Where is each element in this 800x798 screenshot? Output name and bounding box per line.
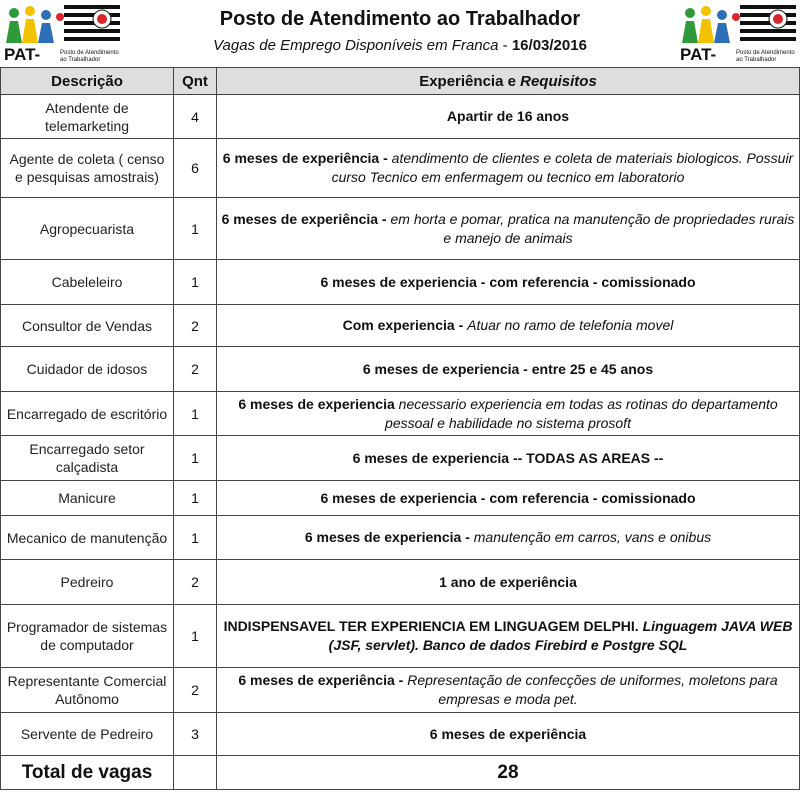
row-qnt: 1 <box>174 436 217 481</box>
table-row <box>1 481 800 516</box>
pat-logo-right <box>678 3 798 63</box>
header-descricao: Descrição <box>1 68 174 95</box>
table-row <box>1 305 800 347</box>
row-qnt: 2 <box>174 668 217 713</box>
row-experiencia <box>217 392 800 436</box>
row-exp-bold: 6 meses de experiencia <box>238 395 399 412</box>
row-experiencia <box>217 481 800 516</box>
header-qnt: Qnt <box>174 68 217 95</box>
row-qnt: 1 <box>174 198 217 260</box>
header-experiencia <box>217 68 800 95</box>
row-exp-bold: 6 meses de experiencia - com referencia - comissionado <box>320 489 696 506</box>
row-qnt: 1 <box>174 516 217 560</box>
row-exp-detail: em horta e pomar, pratica na manutenção de propriedades rurais e manejo de animais <box>390 210 795 246</box>
row-exp-detail: atendimento de clientes e coleta de materiais biologicos. Possuir curso Tecnico em enfermagem ou tecnico em laboratorio <box>331 150 794 185</box>
row-descricao: Mecanico de manutenção <box>1 516 174 560</box>
row-descricao: Agente de coleta ( censo e pesquisas amostrais) <box>1 139 174 198</box>
page-subtitle <box>120 37 680 54</box>
row-exp-bold: 6 meses de experiencia - <box>304 529 474 545</box>
row-exp-bold: 6 meses de experiência <box>429 725 587 742</box>
row-experiencia <box>217 95 800 139</box>
row-exp-detail: manutenção em carros, vans e onibus <box>473 529 712 545</box>
row-descricao: Encarregado setor calçadista <box>1 436 174 481</box>
table-row <box>1 713 800 756</box>
row-qnt: 1 <box>174 605 217 668</box>
row-experiencia <box>217 305 800 347</box>
logo-text-right: PAT- <box>680 45 717 64</box>
row-experiencia <box>217 139 800 198</box>
logo-text: PAT- <box>4 45 41 64</box>
row-exp-bold: Com experiencia - <box>342 317 468 333</box>
table-row <box>1 139 800 198</box>
subtitle-date: 16/03/2016 <box>511 37 587 54</box>
jobs-table <box>0 67 800 790</box>
row-qnt: 1 <box>174 392 217 436</box>
row-qnt: 2 <box>174 305 217 347</box>
table-row <box>1 392 800 436</box>
header-exp-a: Experiência e <box>419 72 521 90</box>
page-header <box>0 0 800 66</box>
table-row <box>1 347 800 392</box>
row-descricao: Manicure <box>1 481 174 516</box>
row-experiencia <box>217 260 800 305</box>
row-qnt: 6 <box>174 139 217 198</box>
total-value: 28 <box>217 756 800 790</box>
row-exp-bold: 1 ano de experiência <box>439 573 577 590</box>
row-exp-bold: 6 meses de experiencia - com referencia - comissionado <box>320 273 696 290</box>
row-descricao: Consultor de Vendas <box>1 305 174 347</box>
row-experiencia <box>217 668 800 713</box>
row-descricao: Programador de sistemas de computador <box>1 605 174 668</box>
table-row <box>1 260 800 305</box>
row-descricao: Cuidador de idosos <box>1 347 174 392</box>
header-exp-b: Requisitos <box>520 72 597 90</box>
row-descricao: Agropecuarista <box>1 198 174 260</box>
row-descricao: Servente de Pedreiro <box>1 713 174 756</box>
totals-row <box>1 756 800 790</box>
table-row <box>1 668 800 713</box>
table-row <box>1 516 800 560</box>
table-header-row <box>1 68 800 95</box>
row-experiencia <box>217 605 800 668</box>
row-qnt: 3 <box>174 713 217 756</box>
page-title: Posto de Atendimento ao Trabalhador <box>219 8 581 30</box>
row-exp-bold: INDISPENSAVEL TER EXPERIENCIA EM LINGUAGEM DELPHI. <box>223 618 643 634</box>
row-descricao: Encarregado de escritório <box>1 392 174 436</box>
row-experiencia <box>217 347 800 392</box>
row-exp-bold: Apartir de 16 anos <box>446 108 570 124</box>
row-descricao: Cabeleleiro <box>1 260 174 305</box>
row-exp-detail: Atuar no ramo de telefonia movel <box>467 317 674 333</box>
total-label: Total de vagas <box>1 756 174 790</box>
row-experiencia <box>217 713 800 756</box>
table-row <box>1 198 800 260</box>
table-row <box>1 95 800 139</box>
row-exp-bold: 6 meses de experiencia -- TODAS AS AREAS -- <box>352 449 664 466</box>
row-experiencia <box>217 560 800 605</box>
subtitle-text: Vagas de Emprego Disponíveis em Franca <box>213 37 499 54</box>
row-exp-detail: Representação de confecções de uniformes, moletons para empresas e moda pet. <box>407 672 778 707</box>
row-exp-bold: 6 meses de experiência - <box>222 150 392 166</box>
row-experiencia <box>217 436 800 481</box>
row-exp-bold: 6 meses de experiência - <box>221 210 391 227</box>
table-row <box>1 605 800 668</box>
row-qnt: 2 <box>174 347 217 392</box>
subtitle-dash: - <box>502 37 508 54</box>
row-exp-bold: 6 meses de experiencia - entre 25 e 45 anos <box>362 360 654 377</box>
logo-caption: Posto de Atendimento ao Trabalhador <box>60 50 119 63</box>
logo-caption-right: Posto de Atendimento ao Trabalhador <box>736 50 795 63</box>
row-experiencia <box>217 198 800 260</box>
row-exp-detail: necessario experiencia em todas as rotinas do departamento pessoal e habilidade no sistema prosoft <box>385 395 778 431</box>
row-qnt: 2 <box>174 560 217 605</box>
table-row <box>1 560 800 605</box>
row-experiencia <box>217 516 800 560</box>
row-descricao: Representante Comercial Autônomo <box>1 668 174 713</box>
total-gap <box>174 756 217 790</box>
row-qnt: 1 <box>174 481 217 516</box>
row-exp-detail: Linguagem JAVA WEB (JSF, servlet). Banco de dados Firebird e Postgre SQL <box>328 618 793 653</box>
row-qnt: 4 <box>174 95 217 139</box>
row-exp-bold: 6 meses de experiência - <box>238 672 408 688</box>
row-qnt: 1 <box>174 260 217 305</box>
pat-logo <box>2 3 122 63</box>
row-descricao: Atendente de telemarketing <box>1 95 174 139</box>
row-descricao: Pedreiro <box>1 560 174 605</box>
table-row <box>1 436 800 481</box>
